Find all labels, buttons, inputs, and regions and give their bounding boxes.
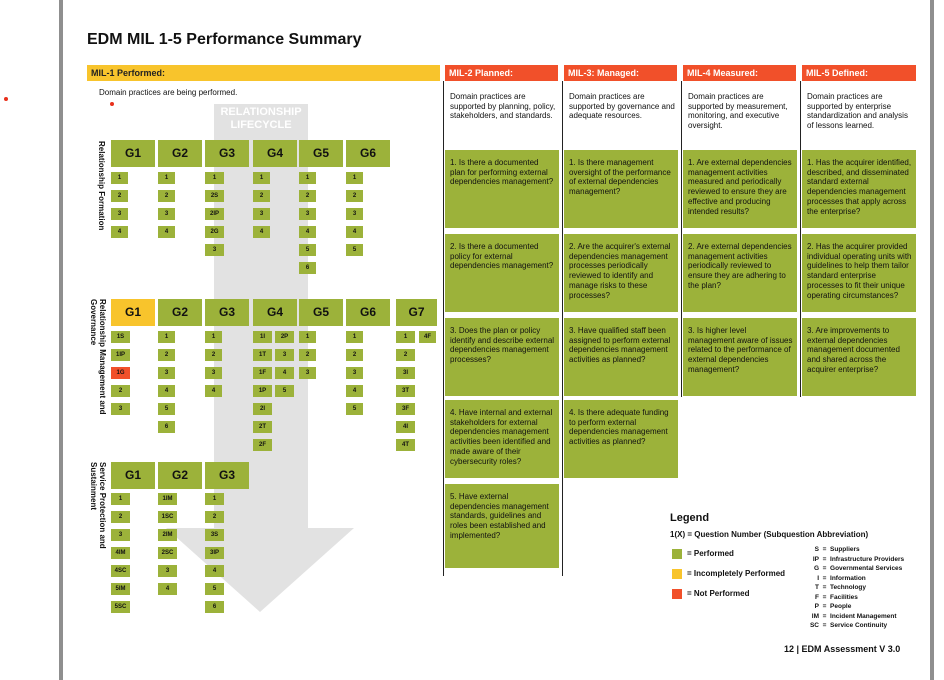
mil4-description: Domain practices are supported by measurement, monitoring, and executive oversight. [688, 92, 788, 130]
abbreviation-separator: = [819, 584, 831, 591]
mil2-header: MIL-2 Planned: [445, 65, 558, 81]
question-box: 2 [346, 190, 363, 202]
management-goal-g1: G1 [111, 299, 155, 326]
question-box: 3 [158, 565, 177, 577]
question-box: 5 [158, 403, 175, 415]
question-box: 2 [111, 511, 130, 523]
question-box: 5 [346, 244, 363, 256]
question-box: 3 [299, 367, 316, 379]
page-footer: 12 | EDM Assessment V 3.0 [784, 644, 901, 654]
question-box: 1SC [158, 511, 177, 523]
question-box: 1IM [158, 493, 177, 505]
question-box: 1 [205, 331, 222, 343]
question-box: 2P [275, 331, 294, 343]
abbreviation-row [802, 583, 866, 593]
section-label-formation: Relationship Formation [97, 141, 106, 231]
abbreviation-row [802, 574, 866, 584]
mil5-description: Domain practices are supported by enterprise standardization and analysis of lessons learned. [807, 92, 908, 130]
legend-swatch-not-performed [672, 589, 682, 599]
question-box: 4T [396, 439, 415, 451]
question-box: 1 [299, 331, 316, 343]
question-box: 2S [205, 190, 224, 202]
abbreviation-key: S [814, 546, 819, 553]
question-box: 3 [299, 208, 316, 220]
abbreviation-value: People [830, 603, 852, 610]
question-box: 4 [346, 226, 363, 238]
question-box: 1 [158, 331, 175, 343]
abbreviation-key: IP [812, 555, 819, 563]
question-box: 1 [158, 172, 175, 184]
abbreviation-row [802, 612, 897, 622]
question-box: 3T [396, 385, 415, 397]
question-box: 4 [158, 226, 175, 238]
question-box: 1 [111, 172, 128, 184]
abbreviation-row [802, 593, 858, 603]
question-box: 5IM [111, 583, 130, 595]
mil4-question-1: 1. Are external dependencies management activities measured and periodically reviewed to ensure they are effective and producing intended results? [683, 150, 797, 228]
question-box: 3 [275, 349, 294, 361]
formation-goal-g1: G1 [111, 140, 155, 167]
question-box: 2 [205, 349, 222, 361]
question-box: 3 [205, 367, 222, 379]
question-box: 1 [111, 493, 130, 505]
legend-swatch-incomplete [672, 569, 682, 579]
question-box: 2 [205, 511, 224, 523]
mil2-description: Domain practices are supported by planning, policy, stakeholders, and standards. [450, 92, 556, 120]
question-box: 3 [158, 367, 175, 379]
abbreviation-value: Technology [830, 584, 867, 591]
abbreviation-separator: = [819, 593, 831, 601]
question-box: 4 [158, 583, 177, 595]
abbreviation-key: T [815, 584, 819, 591]
question-box: 4 [253, 226, 270, 238]
abbreviation-value: Infrastructure Providers [830, 555, 905, 563]
question-box: 2 [111, 385, 130, 397]
question-box: 4 [111, 226, 128, 238]
sustainment-goal-g1: G1 [111, 462, 155, 489]
legend-label-incomplete: = Incompletely Performed [687, 569, 786, 578]
question-box: 5 [275, 385, 294, 397]
mil3-question-2: 2. Are the acquirer's external dependencies management processes periodically reviewed to identify and manage risks to these processes? [564, 234, 678, 312]
question-box: 3I [396, 367, 415, 379]
mil1-description: Domain practices are being performed. [99, 88, 238, 97]
abbreviation-key: P [814, 603, 819, 610]
management-goal-g3: G3 [205, 299, 249, 326]
question-box: 6 [158, 421, 175, 433]
abbreviation-value: Incident Management [830, 612, 897, 620]
mil1-header: MIL-1 Performed: [87, 65, 440, 81]
question-box: 5 [346, 403, 363, 415]
question-box: 6 [205, 601, 224, 613]
question-box: 3 [205, 244, 224, 256]
formation-goal-g6: G6 [346, 140, 390, 167]
question-box: 1 [205, 172, 224, 184]
abbreviation-separator: = [819, 574, 831, 582]
abbreviation-value: Facilities [830, 593, 858, 601]
question-box: 1F [253, 367, 272, 379]
abbreviation-value: Information [830, 574, 866, 582]
question-box: 3 [111, 529, 130, 541]
formation-goal-g4: G4 [253, 140, 297, 167]
management-goal-g2: G2 [158, 299, 202, 326]
question-box: 2 [299, 190, 316, 202]
question-box: 2IP [205, 208, 224, 220]
mil2-question-4: 4. Have internal and external stakeholders for external dependencies management activities been identified and made aware of their cybersecurity roles? [445, 400, 559, 478]
management-goal-g4: G4 [253, 299, 297, 326]
abbreviation-key: IM [811, 612, 819, 620]
mil3-question-3: 3. Have qualified staff been assigned to perform external dependencies management activities as planned? [564, 318, 678, 396]
abbreviation-separator: = [819, 555, 831, 563]
question-box: 2 [158, 190, 175, 202]
mil2-question-5: 5. Have external dependencies management standards, guidelines and roles been established and implemented? [445, 484, 559, 568]
abbreviation-key: G [813, 565, 819, 572]
abbreviation-row [802, 564, 902, 574]
formation-goal-g2: G2 [158, 140, 202, 167]
question-box: 2G [205, 226, 224, 238]
question-box: 1S [111, 331, 130, 343]
page-title: EDM MIL 1-5 Performance Summary [87, 31, 362, 48]
question-box: 1T [253, 349, 272, 361]
question-box: 3S [205, 529, 224, 541]
abbreviation-key: SC [809, 622, 819, 629]
mil5-header: MIL-5 Defined: [802, 65, 916, 81]
legend-title: Legend [670, 512, 710, 524]
question-box: 3 [111, 208, 128, 220]
abbreviation-row [802, 602, 851, 612]
question-box: 4F [419, 331, 436, 343]
question-box: 3 [111, 403, 130, 415]
question-box: 5 [299, 244, 316, 256]
mil4-question-2: 2. Are external dependencies management activities periodically reviewed to ensure they are adhering to the plan? [683, 234, 797, 312]
question-box: 2IM [158, 529, 177, 541]
question-box: 4 [205, 565, 224, 577]
question-box: 2T [253, 421, 272, 433]
section-label-management: Relationship Management and Governance [89, 299, 107, 415]
abbreviation-value: Suppliers [830, 546, 860, 553]
question-box: 1I [253, 331, 272, 343]
question-box: 1 [253, 172, 270, 184]
question-box: 4 [346, 385, 363, 397]
question-box: 2 [158, 349, 175, 361]
mil3-description: Domain practices are supported by governance and adequate resources. [569, 92, 675, 120]
question-box: 3 [158, 208, 175, 220]
sustainment-goal-g2: G2 [158, 462, 202, 489]
question-box: 2 [396, 349, 415, 361]
abbreviation-key: F [815, 593, 819, 601]
mil2-question-1: 1. Is there a documented plan for performing external dependencies management? [445, 150, 559, 228]
sustainment-goal-g3: G3 [205, 462, 249, 489]
abbreviation-separator: = [819, 603, 831, 610]
question-box: 3IP [205, 547, 224, 559]
legend-label-performed: = Performed [687, 549, 734, 558]
question-box: 5 [205, 583, 224, 595]
mil4-question-3: 3. Is higher level management aware of issues related to the performance of external dependencies management? [683, 318, 797, 396]
question-box: 1 [396, 331, 415, 343]
question-box: 2 [346, 349, 363, 361]
management-goal-g7: G7 [396, 299, 437, 326]
abbreviation-row [802, 555, 904, 565]
legend-subtitle: 1(X) = Question Number (Subquestion Abbreviation) [670, 530, 869, 539]
question-box: 2SC [158, 547, 177, 559]
question-box: 1IP [111, 349, 130, 361]
lifecycle-label: RELATIONSHIP LIFECYCLE [220, 106, 302, 131]
section-label-sustainment: Service Protection and Sustainment [89, 462, 107, 549]
question-box: 3F [396, 403, 415, 415]
question-box: 6 [299, 262, 316, 274]
mil2-question-2: 2. Is there a documented policy for external dependencies management? [445, 234, 559, 312]
abbreviation-row [802, 621, 887, 631]
question-box: 1 [346, 331, 363, 343]
question-box: 5SC [111, 601, 130, 613]
abbreviation-value: Governmental Services [830, 565, 903, 572]
question-box: 4IM [111, 547, 130, 559]
question-box: 3 [346, 208, 363, 220]
question-box: 3 [346, 367, 363, 379]
abbreviation-separator: = [819, 565, 831, 572]
question-box: 4SC [111, 565, 130, 577]
question-box: 4 [158, 385, 175, 397]
question-box: 1 [205, 493, 224, 505]
abbreviation-separator: = [819, 546, 831, 553]
question-box: 4 [299, 226, 316, 238]
question-box: 2I [253, 403, 272, 415]
question-box: 2F [253, 439, 272, 451]
abbreviation-row [802, 545, 860, 555]
question-box: 1P [253, 385, 272, 397]
abbreviation-separator: = [819, 622, 831, 629]
question-box: 2 [111, 190, 128, 202]
abbreviation-value: Service Continuity [830, 622, 888, 629]
mil5-question-1: 1. Has the acquirer identified, described, and disseminated standard external dependencies management processes that apply across the enterprise? [802, 150, 916, 228]
abbreviation-separator: = [819, 612, 831, 620]
question-box: 4 [275, 367, 294, 379]
legend-swatch-performed [672, 549, 682, 559]
mil2-question-3: 3. Does the plan or policy identify and describe external dependencies management processes? [445, 318, 559, 396]
question-box: 3 [253, 208, 270, 220]
abbreviation-key: I [817, 574, 819, 582]
formation-goal-g5: G5 [299, 140, 343, 167]
mil5-question-2: 2. Has the acquirer provided individual operating units with guidelines to help them tailor standard enterprise processes to fit their unique operating circumstances? [802, 234, 916, 312]
question-box: 1 [346, 172, 363, 184]
question-box: 2 [253, 190, 270, 202]
formation-goal-g3: G3 [205, 140, 249, 167]
mil3-header: MIL-3: Managed: [564, 65, 677, 81]
question-box: 2 [299, 349, 316, 361]
question-box: 4 [205, 385, 222, 397]
question-box: 1G [111, 367, 130, 379]
mil4-header: MIL-4 Measured: [683, 65, 796, 81]
management-goal-g5: G5 [299, 299, 343, 326]
question-box: 4I [396, 421, 415, 433]
management-goal-g6: G6 [346, 299, 390, 326]
question-box: 1 [299, 172, 316, 184]
mil3-question-4: 4. Is there adequate funding to perform external dependencies management activities as planned? [564, 400, 678, 478]
mil3-question-1: 1. Is there management oversight of the performance of external dependencies management? [564, 150, 678, 228]
mil5-question-3: 3. Are improvements to external dependencies management documented and shared across the acquirer enterprise? [802, 318, 916, 396]
legend-label-not-performed: = Not Performed [687, 589, 750, 598]
